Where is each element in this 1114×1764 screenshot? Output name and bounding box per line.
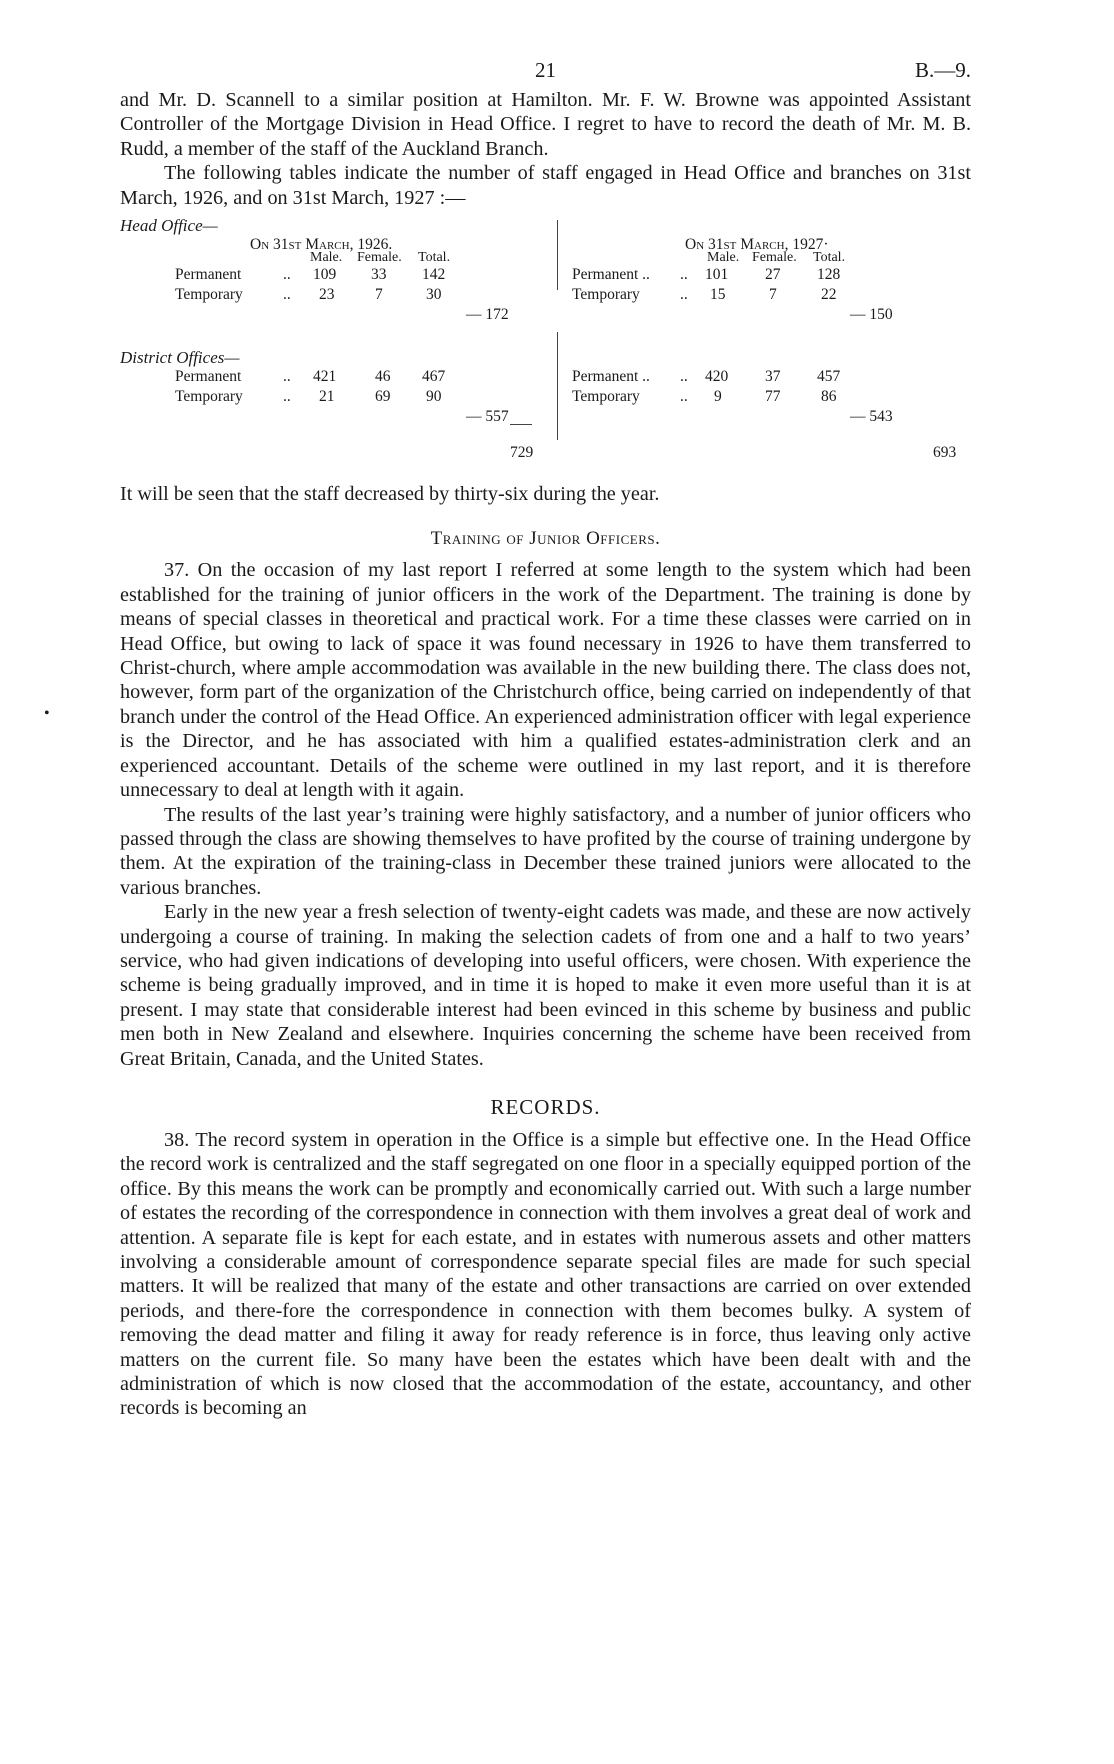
col-male-1927: Male. (707, 250, 740, 266)
cell: 7 (769, 286, 777, 304)
period-1926-heading: On 31st March, 1926. (250, 236, 393, 254)
leader-dots: .. (680, 286, 688, 304)
document-reference: B.—9. (914, 58, 971, 82)
head-subtotal-1927: — 150 (850, 306, 893, 324)
cell: 128 (817, 266, 841, 284)
cell: 90 (426, 388, 442, 406)
training-paragraph: 37. On the occasion of my last report I referred at some length to the system which had been established for the training of junior officers in the work of the Department. The training is done by means of special classes in theoretical and practical work. For a time these classes were carried on in Head Office, but owing to lack of space it was found necessary in 1926 to have them transferred to Christ-church, where ample accommodation was available in the new building there. The class does not, however, form part of the organization of the Christchurch office, being carried on independently of that branch under the control of the Head Office. An experienced administration officer with legal experience is the Director, and he has associated with him a qualified estates-administration clerk and an experienced accountant. Details of the scheme were outlined in my last report, and it is therefore unnecessary to deal at length with it again. (120, 559, 971, 802)
cell: 7 (375, 286, 383, 304)
row-temporary: Temporary (175, 286, 243, 304)
head-office-label: Head Office— (120, 216, 218, 236)
leader-dots: .. (680, 266, 688, 284)
cell: 23 (319, 286, 335, 304)
cell: 421 (313, 368, 337, 386)
row-permanent: Permanent .. (572, 266, 650, 284)
row-temporary: Temporary (175, 388, 243, 406)
cell: 33 (371, 266, 387, 284)
cell: 77 (765, 388, 781, 406)
margin-mark: • (44, 705, 50, 722)
period-1927-heading: On 31st March, 1927· (685, 236, 829, 254)
cell: 15 (710, 286, 726, 304)
col-total-1926: Total. (418, 250, 451, 266)
col-female-1927: Female. (752, 250, 797, 266)
row-temporary: Temporary (572, 388, 640, 406)
leader-dots: .. (680, 388, 688, 406)
row-permanent: Permanent (175, 368, 242, 386)
records-heading: RECORDS. (490, 1094, 601, 1119)
cell: 27 (765, 266, 781, 284)
staff-tables (120, 212, 971, 478)
page-number: 21 (535, 58, 556, 82)
intro-paragraph: and Mr. D. Scannell to a similar position at Hamilton. Mr. F. W. Browne was appointed Assistant Controller of the Mortgage Division in Head Office. I regret to have to record the death of Mr. M. B. Rudd, a member of the staff of the Auckland Branch. (120, 89, 971, 160)
col-total-1927: Total. (813, 250, 846, 266)
table-intro-paragraph: The following tables indicate the number of staff engaged in Head Office and branches on 31st March, 1926, and on 31st March, 1927 :— (120, 162, 971, 209)
row-permanent: Permanent .. (572, 368, 650, 386)
row-permanent: Permanent (175, 266, 242, 284)
grand-total-1927: 693 (933, 444, 957, 462)
col-male-1926: Male. (310, 250, 343, 266)
cell: 46 (375, 368, 391, 386)
cell: 69 (375, 388, 391, 406)
head-subtotal-1926: — 172 (466, 306, 509, 324)
district-subtotal-1926: — 557 (466, 408, 509, 426)
training-heading: Training of Junior Officers. (430, 528, 661, 550)
col-female-1926: Female. (357, 250, 402, 266)
document-page (120, 54, 971, 1421)
cell: 9 (714, 388, 722, 406)
cell: 109 (313, 266, 337, 284)
leader-dots: .. (680, 368, 688, 386)
cell: 86 (821, 388, 837, 406)
cell: 21 (319, 388, 335, 406)
leader-dots: .. (283, 266, 291, 284)
training-paragraph: Early in the new year a fresh selection of twenty-eight cadets was made, and these are now actively undergoing a course of training. In making the selection cadets of from one and a half to two years’ service, who had given indications of developing into useful officers, were chosen. With experience the scheme is being gradually improved, and in time it is hoped to make it even more useful than it is at present. I may state that considerable interest had been evinced in this scheme by business and public men both in New Zealand and elsewhere. Inquiries concerning the scheme have been received from Great Britain, Canada, and the United States. (120, 901, 971, 1070)
leader-dots: .. (283, 388, 291, 406)
records-paragraph: 38. The record system in operation in the Office is a simple but effective one. In the Head Office the record work is centralized and the staff segregated on one floor in a specially equipped portion of the office. By this means the work can be promptly and economically carried out. With such a large number of estates the recording of the correspondence in connection with them involves a great deal of work and attention. A separate file is kept for each estate, and in estates with numerous assets and other matters involving a considerable amount of correspondence separate special files are made for such special matters. It will be realized that many of the estate and other transactions are carried on over extended periods, and there-fore the correspondence in connection with them becomes bulky. A system of removing the dead matter and filing it away for ready reference is in force, thus leaving only active matters on the current file. So many have been the estates which have been dealt with and the administration of which is now closed that the accommodation of the estate, accountancy, and other records is becoming an (120, 1128, 971, 1420)
cell: 457 (817, 368, 841, 386)
page-header (120, 54, 971, 88)
table-divider (557, 332, 558, 440)
cell: 37 (765, 368, 781, 386)
district-offices-label: District Offices— (120, 348, 240, 368)
training-paragraph: The results of the last year’s training were highly satisfactory, and a number of junior officers who passed through the class are showing themselves to have profited by the course of training undergone by them. At the expiration of the training-class in December these trained juniors were allocated to the various branches. (120, 803, 971, 899)
cell: 30 (426, 286, 442, 304)
table-divider (557, 220, 558, 290)
district-subtotal-1927: — 543 (850, 408, 893, 426)
staff-summary: It will be seen that the staff decreased by thirty-six during the year. (120, 483, 660, 506)
grand-total-1926: 729 (510, 444, 534, 462)
cell: 22 (821, 286, 837, 304)
leader-dots: .. (283, 286, 291, 304)
cell: 101 (705, 266, 729, 284)
row-temporary: Temporary (572, 286, 640, 304)
cell: 420 (705, 368, 729, 386)
cell: 142 (422, 266, 446, 284)
leader-dots: .. (283, 368, 291, 386)
total-rule (510, 424, 532, 425)
cell: 467 (422, 368, 446, 386)
